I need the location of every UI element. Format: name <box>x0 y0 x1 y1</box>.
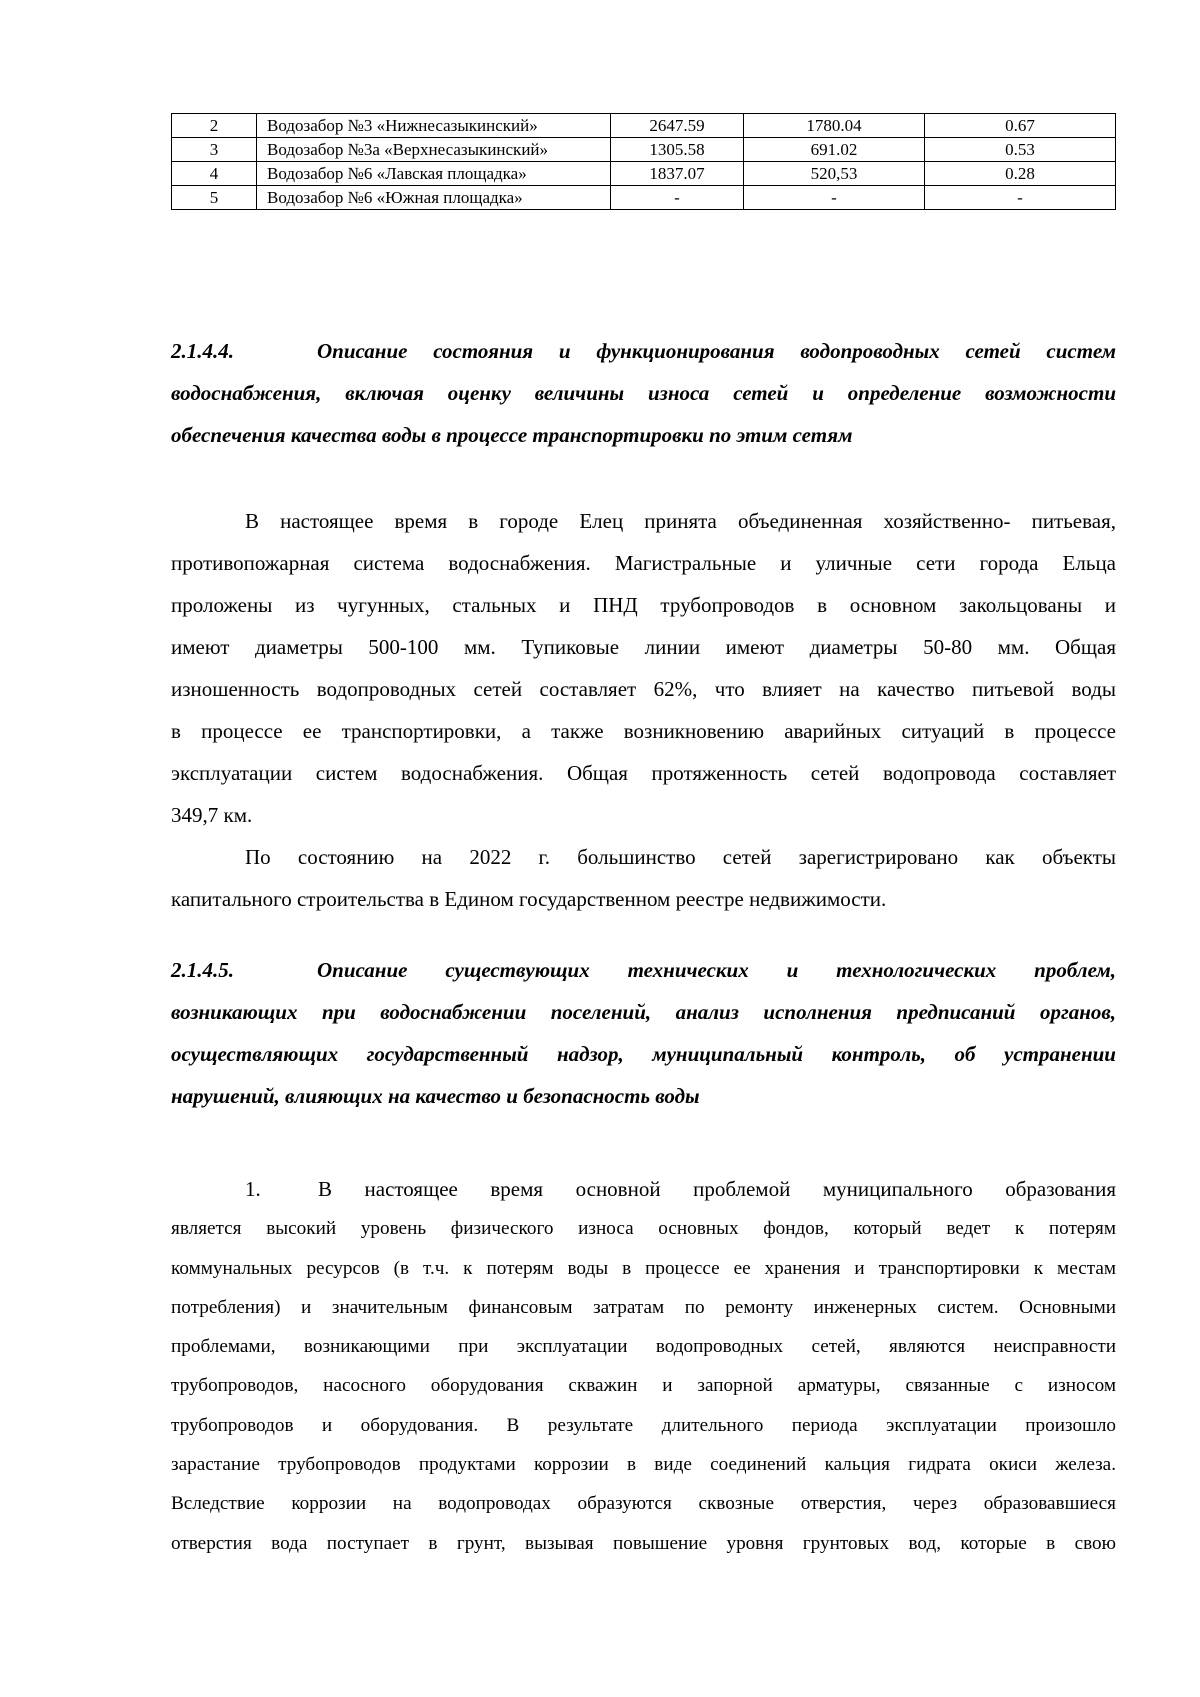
section-number: 2.1.4.4. <box>171 339 234 363</box>
heading-line: водоснабжения, включая оценку величины износа сетей и определение возможности <box>171 381 1116 405</box>
item-number: 1. <box>245 1177 261 1201</box>
value-cell: 0.53 <box>925 138 1116 162</box>
heading-text: Описание состояния и функционирования водопроводных сетей систем <box>317 339 1116 363</box>
value-cell: 0.28 <box>925 162 1116 186</box>
paragraph-line: проложены из чугунных, стальных и ПНД трубопроводов в основном закольцованы и <box>171 593 1116 617</box>
value-cell: 1780.04 <box>744 114 925 138</box>
heading-line <box>171 330 1116 372</box>
section-heading-2-1-4-5 <box>171 949 1116 1117</box>
value-cell: - <box>744 186 925 210</box>
value-cell: 1837.07 <box>611 162 744 186</box>
value-cell: 691.02 <box>744 138 925 162</box>
heading-line <box>171 949 1116 991</box>
row-number: 2 <box>172 114 257 138</box>
paragraph-text: В настоящее время основной проблемой муниципального образования <box>318 1177 1116 1201</box>
table-row <box>172 114 1116 138</box>
value-cell: 2647.59 <box>611 114 744 138</box>
paragraph-line: имеют диаметры 500-100 мм. Тупиковые линии имеют диаметры 50-80 мм. Общая <box>171 635 1116 659</box>
paragraph-line: Вследствие коррозии на водопроводах образуются сквозные отверстия, через образовавшиеся <box>171 1493 1116 1515</box>
table-row <box>172 162 1116 186</box>
heading-line: нарушений, влияющих на качество и безопасность воды <box>171 1084 700 1108</box>
intake-name: Водозабор №6 «Лавская площадка» <box>257 162 611 186</box>
paragraph-line: проблемами, возникающими при эксплуатации водопроводных сетей, являются неисправности <box>171 1336 1116 1358</box>
body-paragraph <box>171 836 1116 920</box>
paragraph-line: В настоящее время в городе Елец принята объединенная хозяйственно- питьевая, <box>245 509 1116 533</box>
row-number: 3 <box>172 138 257 162</box>
water-intake-table <box>171 113 1116 210</box>
paragraph-line: зарастание трубопроводов продуктами коррозии в виде соединений кальция гидрата окиси железа. <box>171 1454 1116 1476</box>
row-number: 5 <box>172 186 257 210</box>
paragraph-line: По состоянию на 2022 г. большинство сетей зарегистрировано как объекты <box>245 845 1116 869</box>
section-number: 2.1.4.5. <box>171 958 234 982</box>
row-number: 4 <box>172 162 257 186</box>
intake-name: Водозабор №3 «Нижнесазыкинский» <box>257 114 611 138</box>
section-heading-2-1-4-4 <box>171 330 1116 456</box>
table-row <box>172 138 1116 162</box>
paragraph-line: в процессе ее транспортировки, а также возникновению аварийных ситуаций в процессе <box>171 719 1116 743</box>
heading-line: обеспечения качества воды в процессе транспортировки по этим сетям <box>171 423 853 447</box>
paragraph-line: 349,7 км. <box>171 803 253 827</box>
paragraph-line: трубопроводов и оборудования. В результате длительного периода эксплуатации произошло <box>171 1414 1116 1436</box>
heading-line: осуществляющих государственный надзор, муниципальный контроль, об устранении <box>171 1042 1116 1066</box>
paragraph-line: изношенность водопроводных сетей составляет 62%, что влияет на качество питьевой воды <box>171 677 1116 701</box>
paragraph-line: трубопроводов, насосного оборудования скважин и запорной арматуры, связанные с износом <box>171 1375 1116 1397</box>
paragraph-line: является высокий уровень физического износа основных фондов, который ведет к потерям <box>171 1218 1116 1240</box>
paragraph-line: коммунальных ресурсов (в т.ч. к потерям воды в процессе ее хранения и транспортировки к местам <box>171 1257 1116 1279</box>
paragraph-line: отверстия вода поступает в грунт, вызывая повышение уровня грунтовых вод, которые в свою <box>171 1532 1116 1554</box>
value-cell: - <box>925 186 1116 210</box>
value-cell: - <box>611 186 744 210</box>
paragraph-line: потребления) и значительным финансовым затратам по ремонту инженерных систем. Основными <box>171 1296 1116 1318</box>
numbered-paragraph <box>171 1170 1116 1563</box>
heading-line: возникающих при водоснабжении поселений, анализ исполнения предписаний органов, <box>171 1000 1116 1024</box>
intake-name: Водозабор №6 «Южная площадка» <box>257 186 611 210</box>
paragraph-line: эксплуатации систем водоснабжения. Общая протяженность сетей водопровода составляет <box>171 761 1116 785</box>
paragraph-line: противопожарная система водоснабжения. Магистральные и уличные сети города Ельца <box>171 551 1116 575</box>
paragraph-line: капитального строительства в Едином государственном реестре недвижимости. <box>171 887 887 911</box>
value-cell: 520,53 <box>744 162 925 186</box>
heading-text: Описание существующих технических и технологических проблем, <box>317 958 1116 982</box>
table-row <box>172 186 1116 210</box>
value-cell: 1305.58 <box>611 138 744 162</box>
value-cell: 0.67 <box>925 114 1116 138</box>
body-paragraph <box>171 500 1116 836</box>
paragraph-line <box>171 1170 1116 1209</box>
intake-name: Водозабор №3а «Верхнесазыкинский» <box>257 138 611 162</box>
